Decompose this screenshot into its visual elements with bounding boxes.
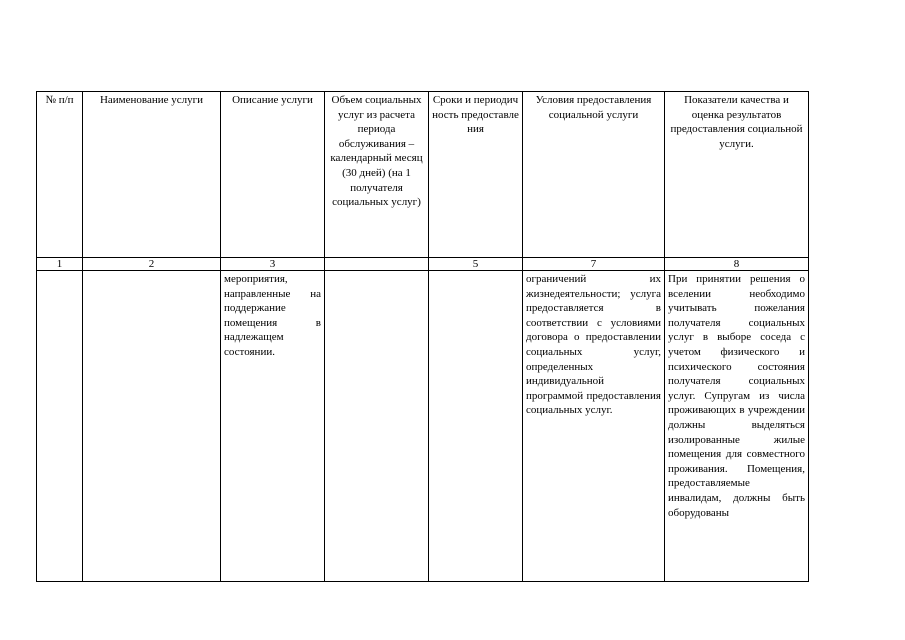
cell-service-name (83, 271, 221, 582)
header-terms-periodicity: Сроки и периодичность предоставления (429, 92, 523, 258)
column-number-3: 3 (221, 258, 325, 271)
column-number-7: 8 (665, 258, 809, 271)
header-service-volume: Объем социальных услуг из расчета периода обслуживания – календарный месяц (30 дней) (на 1 получателя социальных услуг) (325, 92, 429, 258)
cell-service-volume (325, 271, 429, 582)
header-row (37, 92, 809, 258)
table-row (37, 271, 809, 582)
cell-quality-indicators: При принятии решения о вселении необходимо учитывать пожелания получателя социальных услуг в выборе соседа с учетом физического и психического состояния получателя социальных услуг. Супругам из числа проживающих в учреждении должны выделяться изолированные жилые помещения для совместного проживания. Помещения, предоставляемые инвалидам, должны быть оборудованы (665, 271, 809, 582)
header-service-name: Наименование услуги (83, 92, 221, 258)
cell-service-description: мероприятия, направленные на поддержание помещения в надлежащем состоянии. (221, 271, 325, 582)
column-number-5: 5 (429, 258, 523, 271)
column-number-4 (325, 258, 429, 271)
column-number-1: 1 (37, 258, 83, 271)
column-number-row (37, 258, 809, 271)
header-provision-conditions: Условия предоставления социальной услуги (523, 92, 665, 258)
header-number: № п/п (37, 92, 83, 258)
services-table (36, 91, 809, 582)
cell-terms-periodicity (429, 271, 523, 582)
cell-provision-conditions: ограничений их жизнедеятельности; услуга предоставляется в соответствии с условиями договора о предоставлении социальных услуг, определенных индивидуальной программой предоставления социальных услуг. (523, 271, 665, 582)
header-service-description: Описание услуги (221, 92, 325, 258)
header-quality-indicators: Показатели качества и оценка результатов предоставления социальной услуги. (665, 92, 809, 258)
cell-number (37, 271, 83, 582)
column-number-2: 2 (83, 258, 221, 271)
column-number-6: 7 (523, 258, 665, 271)
